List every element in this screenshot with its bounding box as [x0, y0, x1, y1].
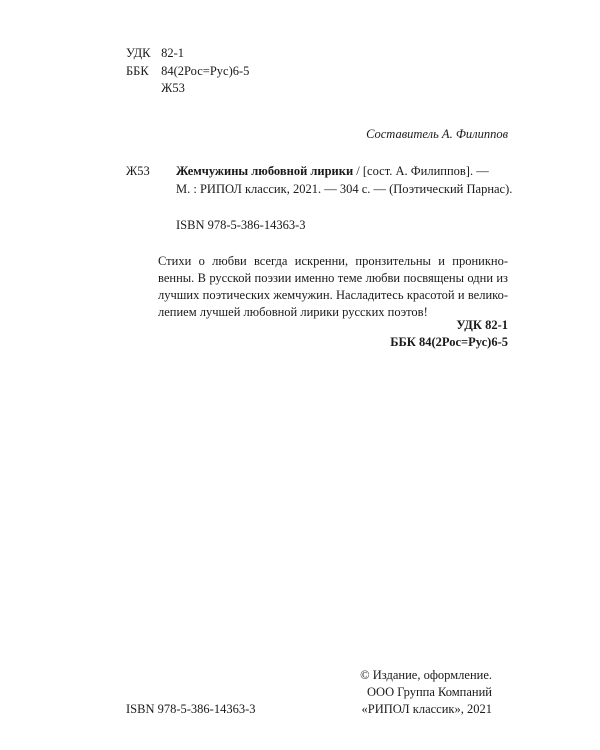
bbk-value: 84(2Рос=Рус)6-5	[161, 64, 250, 78]
annotation-line: лучших поэтических жемчужин. Насладитесь красотой и велико-	[158, 288, 508, 302]
copyright-line-1: © Издание, оформление.	[360, 668, 492, 682]
udk-value: 82-1	[161, 46, 185, 60]
copyright-line-2: ООО Группа Компаний	[367, 685, 492, 699]
annotation-line: лепием лучшей любовной лирики русских поэтов!	[158, 305, 428, 319]
book-title: Жемчужины любовной лирики	[176, 164, 354, 178]
publication-info: М. : РИПОЛ классик, 2021. — 304 с. — (Поэтический Парнас).	[176, 182, 513, 196]
author-mark-row	[126, 80, 185, 97]
bibliographic-title-line	[176, 163, 516, 180]
bbk-row	[126, 63, 249, 80]
annotation-line: венны. В русской поэзии именно теме любви посвящены одни из	[158, 271, 508, 285]
isbn-bottom: ISBN 978-5-386-14363-3	[126, 702, 256, 716]
bbk-bottom: ББК 84(2Рос=Рус)6-5	[390, 335, 508, 349]
isbn-main: ISBN 978-5-386-14363-3	[176, 218, 306, 232]
compiler-line: Составитель А. Филиппов	[366, 127, 508, 141]
bbk-label: ББК	[126, 64, 149, 78]
copyright-line-3: «РИПОЛ классик», 2021	[361, 702, 492, 716]
udk-bottom: УДК 82-1	[456, 318, 508, 332]
author-mark: Ж53	[126, 164, 150, 178]
responsibility-statement: / [сост. А. Филиппов]. —	[353, 164, 489, 178]
annotation	[158, 253, 508, 321]
udk-label: УДК	[126, 46, 151, 60]
annotation-line: Стихи о любви всегда искренни, пронзительны и проникно-	[158, 254, 508, 268]
author-mark-top: Ж53	[161, 81, 185, 95]
udk-row	[126, 45, 184, 62]
